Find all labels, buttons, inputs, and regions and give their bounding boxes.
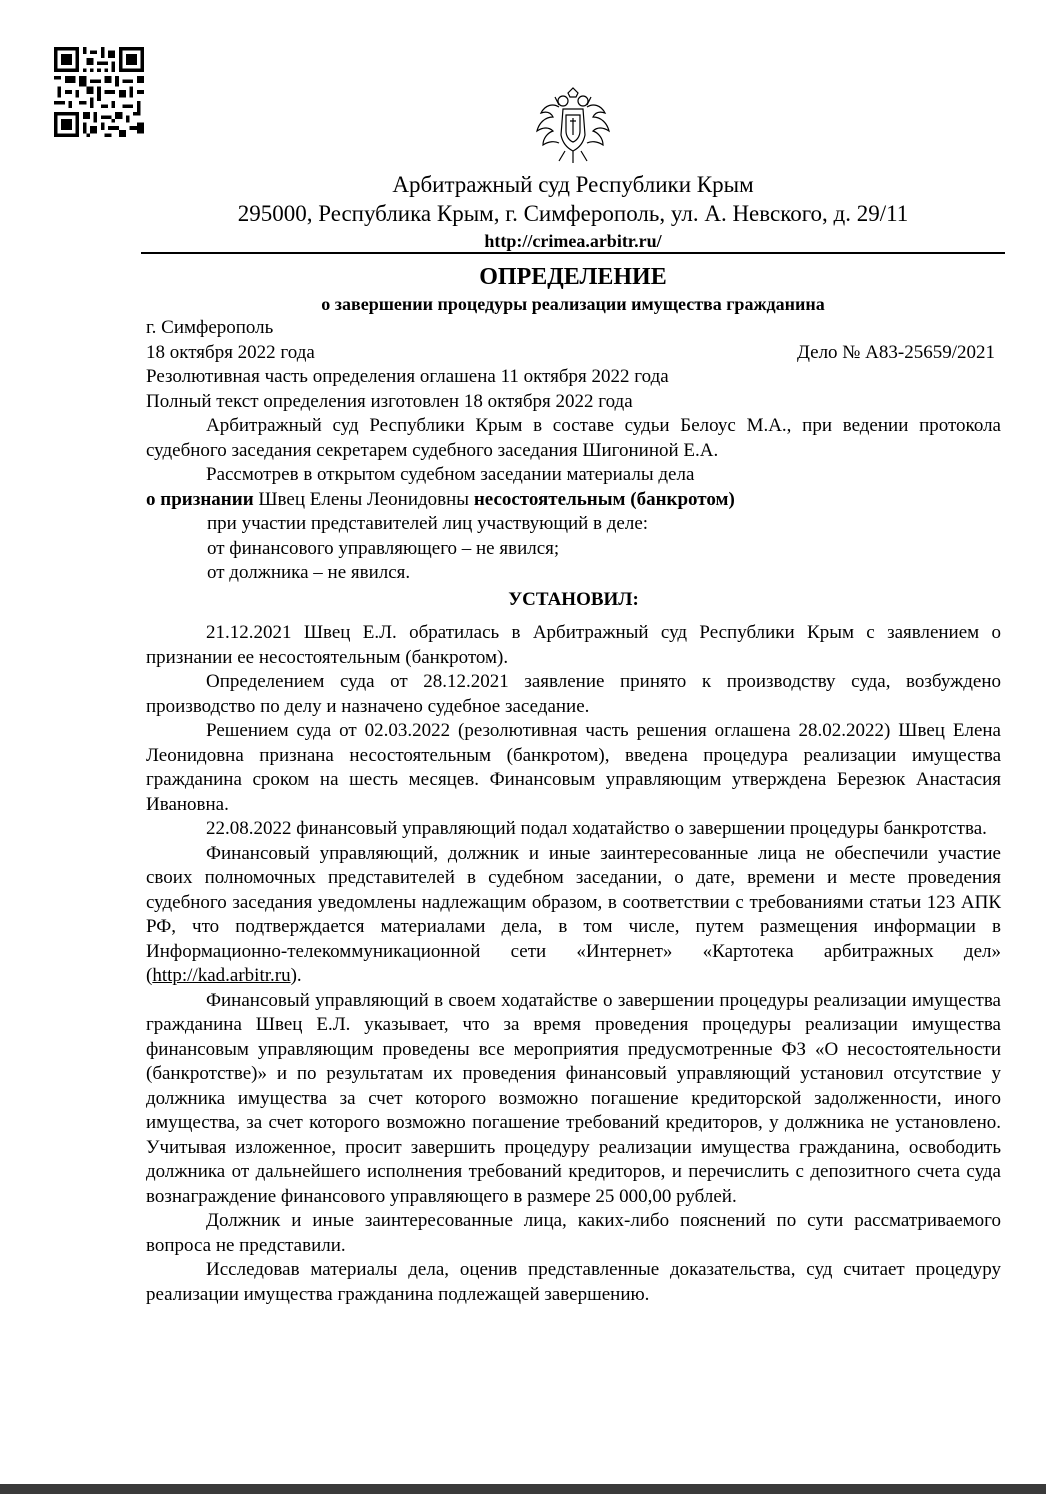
court-address: 295000, Республика Крым, г. Симферополь, ул. А. Невского, д. 29/11	[237, 201, 909, 226]
paragraph-notice	[146, 842, 1001, 989]
established-heading: УСТАНОВИЛ:	[508, 588, 639, 610]
participation: при участии представителей лиц участвующий в деле:	[207, 513, 649, 534]
subject-bold-1: о признании	[146, 488, 254, 510]
court-composition: Арбитражный суд Республики Крым в составе судьи Белоус М.А., при ведении протокола судебного заседания секретарем судебного заседания Шигониной Е.А.	[146, 415, 1001, 461]
notice-text: Финансовый управляющий, должник и иные заинтересованные лица не обеспечили участие своих полномочных представителей в судебном заседании, о дате, времени и месте проведения судебного заседания уведомлены надлежащим образом, в соответствии с требованиями статьи 123 АПК РФ, что подтверждается материалами дела, в том числе, путем размещения информации в Информационно-телекоммуникационной сети «Интернет» «Картотека арбитражных дел» (	[146, 842, 1001, 986]
full-text-prepared: Полный текст определения изготовлен 18 октября 2022 года	[146, 390, 633, 412]
paragraph: 21.12.2021 Швец Е.Л. обратилась в Арбитражный суд Республики Крым с заявлением о признании ее несостоятельным (банкротом).	[146, 622, 1001, 668]
paragraph: Финансовый управляющий в своем ходатайстве о завершении процедуры реализации имущества гражданина Швец Е.Л. указывает, что за время проведения процедуры реализации имущества финансовым управляющим проведены все мероприятия предусмотренные ФЗ «О несостоятельности (банкротстве)» и по результатам их проведения финансовый управляющий установил отсутствие у должника имущества за счет которого возможно погашение кредиторской задолженности, иного имущества, за счет которого возможно погашение требований кредиторов, у должника не установлено. Учитывая изложенное, просит завершить процедуру реализации имущества гражданина, освободить должника от дальнейшего исполнения требований кредиторов, и перечислить с депозитного счета суда вознаграждение финансового управляющего в размере 25 000,00 рублей.	[146, 989, 1001, 1207]
paragraph: Исследовав материалы дела, оценив представленные доказательства, суд считает процедуру реализации имущества гражданина подлежащей завершению.	[146, 1259, 1001, 1305]
city: г. Симферополь	[146, 317, 274, 338]
from-debtor: от должника – не явился.	[207, 562, 411, 583]
bottom-edge-bar	[0, 1484, 1046, 1494]
debtor-name: Швец Елены Леонидовны	[253, 488, 474, 510]
court-name: Арбитражный суд Республики Крым	[392, 172, 754, 197]
resolution-announced: Резолютивная часть определения оглашена 11 октября 2022 года	[146, 366, 669, 387]
from-manager: от финансового управляющего – не явился;	[207, 537, 560, 559]
qr-code	[54, 47, 144, 137]
coat-of-arms-icon	[533, 85, 613, 167]
document-title: ОПРЕДЕЛЕНИЕ	[479, 264, 667, 290]
paragraph: Решением суда от 02.03.2022 (резолютивная часть решения оглашена 28.02.2022) Швец Елена Леонидовна признана несостоятельным (банкротом), введена процедура реализации имущества гражданина сроком на шесть месяцев. Финансовым управляющим утверждена Березюк Анастасия Ивановна.	[146, 720, 1001, 815]
subject-bold-2: несостоятельным (банкротом)	[473, 488, 735, 510]
notice-tail: ).	[290, 965, 302, 986]
case-subject	[146, 488, 1001, 513]
case-number: Дело № А83-25659/2021	[796, 341, 995, 363]
kad-link[interactable]: http://kad.arbitr.ru	[152, 965, 291, 986]
date-case-row	[146, 341, 1001, 366]
court-url[interactable]: http://crimea.arbitr.ru/	[484, 231, 662, 251]
document-subtitle: о завершении процедуры реализации имущества гражданина	[321, 294, 825, 314]
considered-statement: Рассмотрев в открытом судебном заседании материалы дела	[206, 464, 695, 485]
paragraph: Должник и иные заинтересованные лица, каких-либо пояснений по сути рассматриваемого вопроса не представили.	[146, 1210, 1001, 1256]
document-body	[146, 316, 1001, 1307]
paragraph: Определением суда от 28.12.2021 заявление принято к производству суда, возбуждено производство по делу и назначено судебное заседание.	[146, 671, 1001, 717]
decision-date: 18 октября 2022 года	[146, 341, 315, 363]
header-divider	[141, 252, 1005, 254]
paragraph: 22.08.2022 финансовый управляющий подал ходатайство о завершении процедуры банкротства.	[206, 818, 987, 839]
